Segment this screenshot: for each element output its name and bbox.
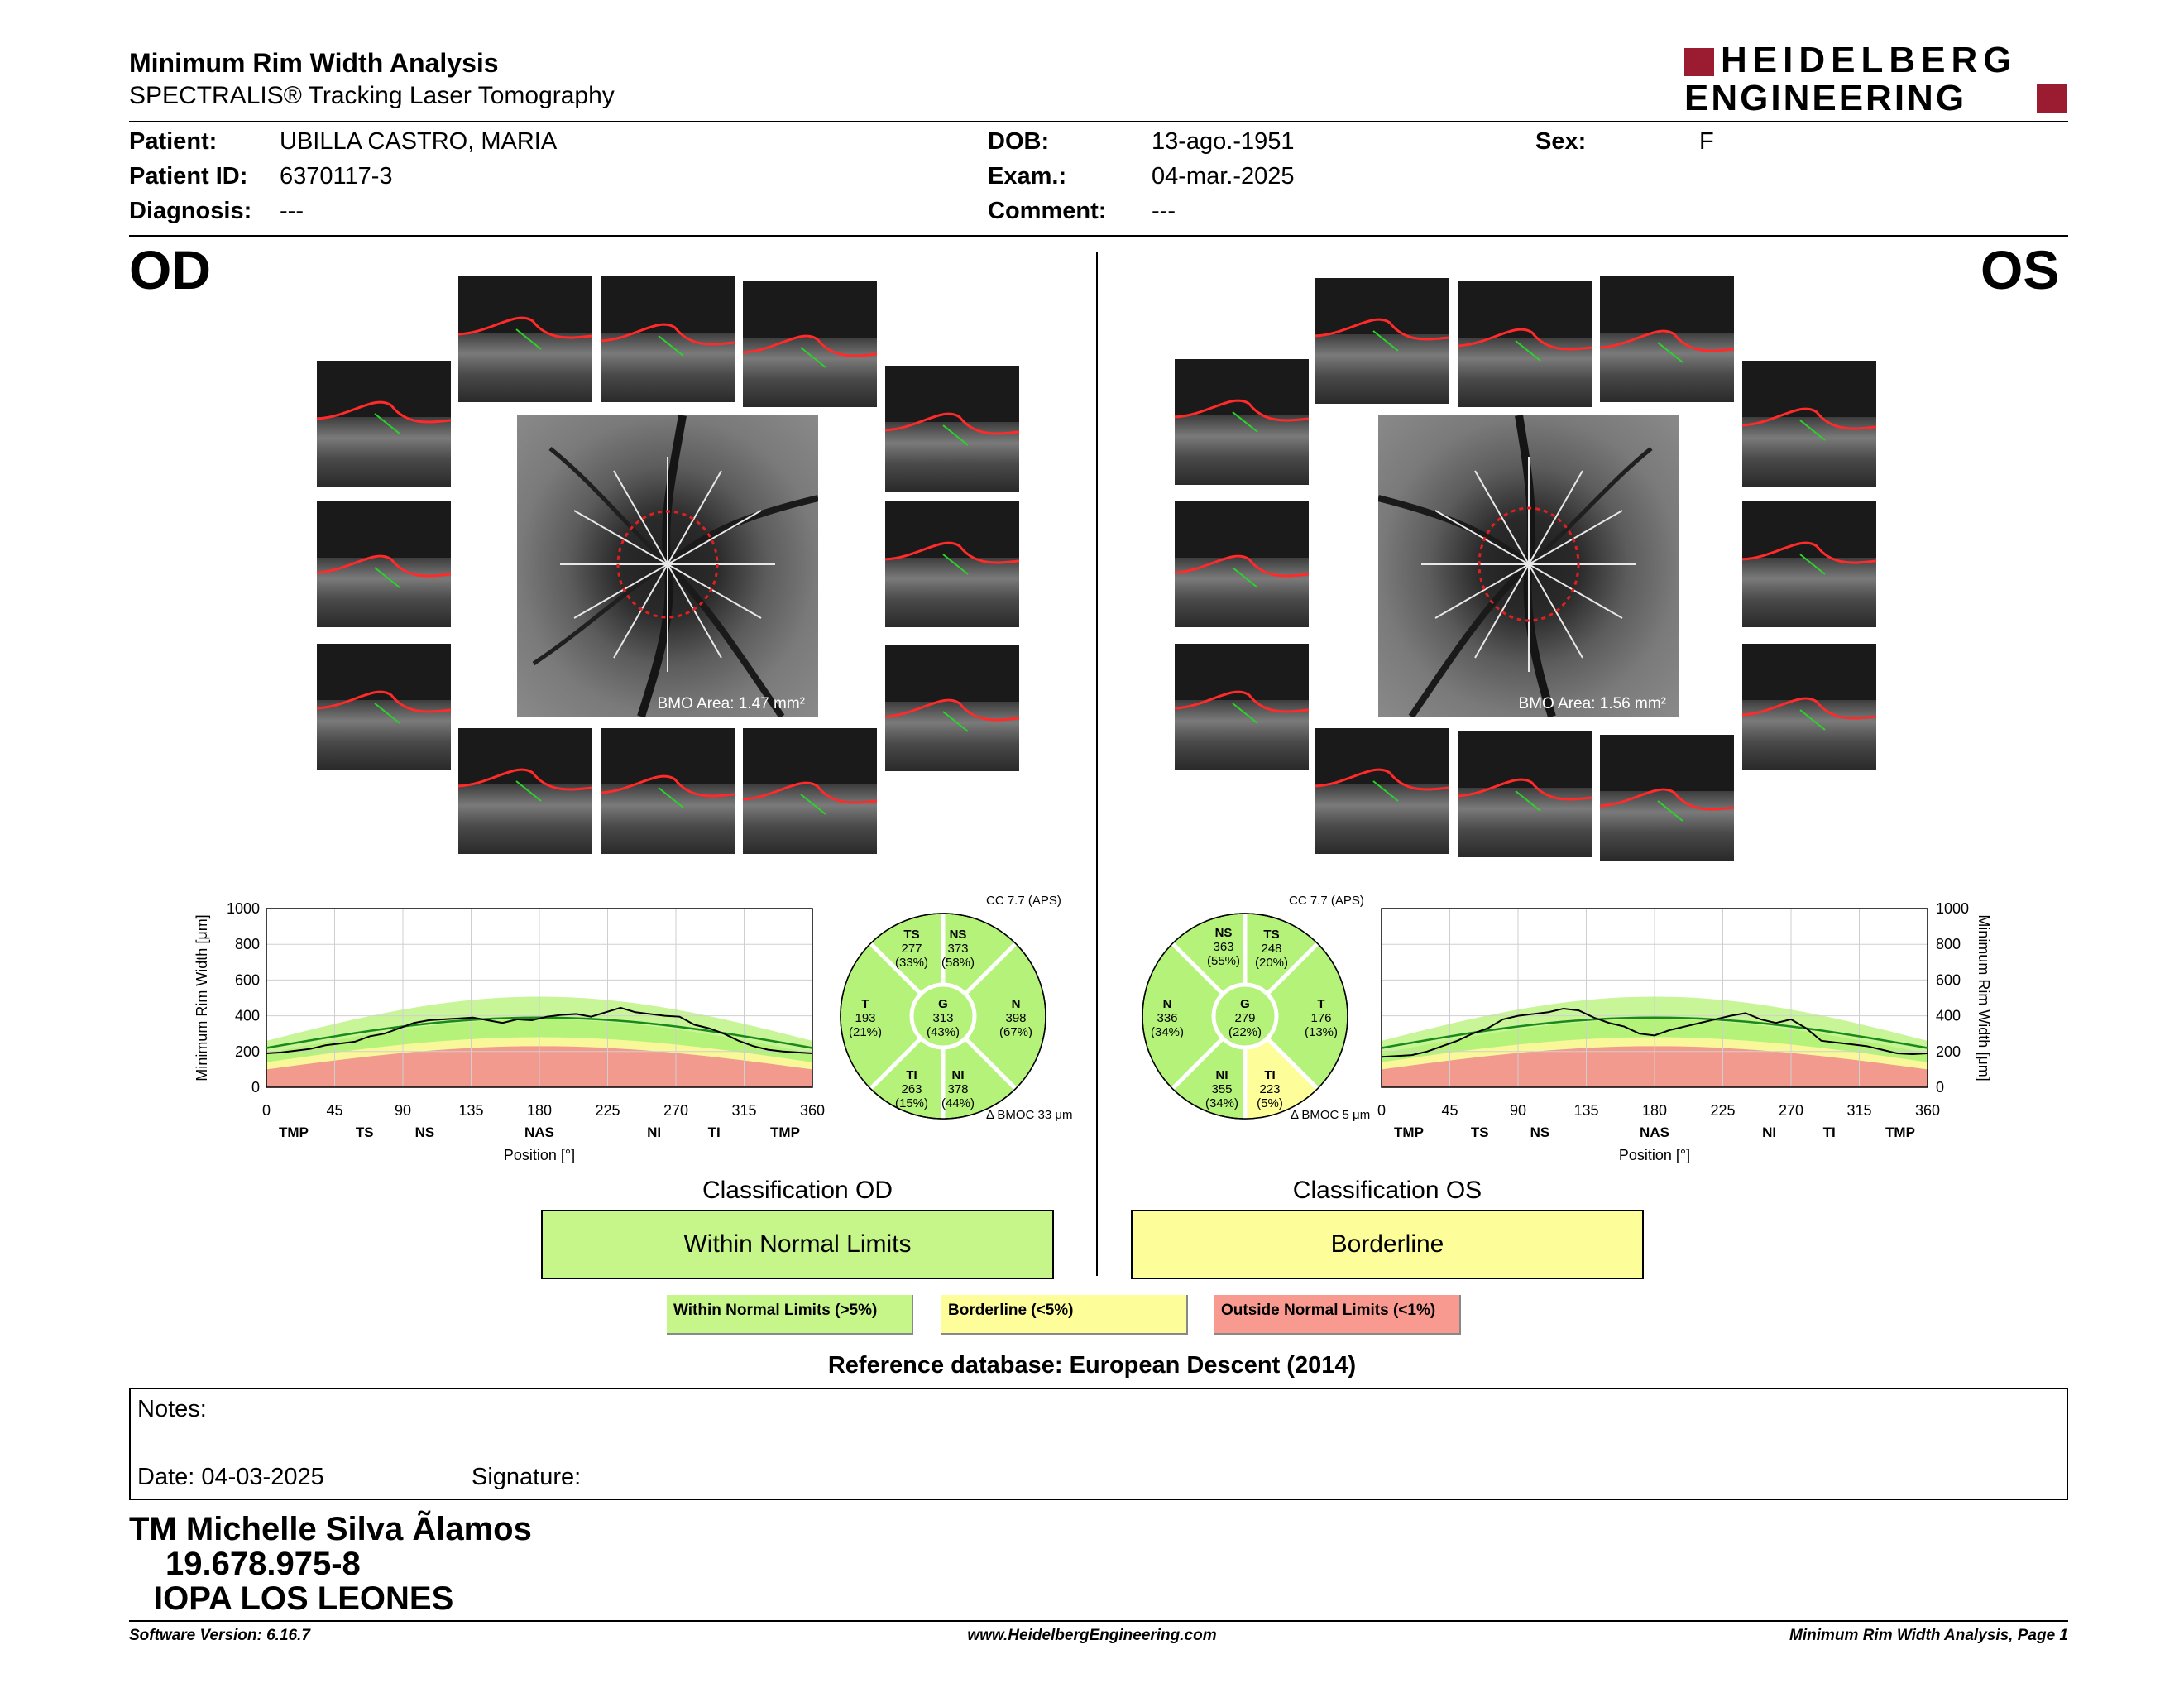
oct-overlay — [885, 645, 1019, 771]
oct-ilm-line — [1742, 698, 1876, 718]
x-tick-label: 225 — [1710, 1102, 1736, 1119]
sector-t-text: (21%) — [848, 1025, 883, 1039]
sector-t-text: 193 — [855, 1011, 876, 1025]
od-delta — [986, 1108, 1073, 1122]
os-mrw-chart — [1357, 894, 2010, 1175]
oct-ilm-line — [1600, 789, 1734, 809]
sector-ts-text: 248 — [1261, 942, 1282, 956]
exam-label: Exam.: — [988, 163, 1067, 189]
x-tick-label: 135 — [1573, 1102, 1599, 1119]
signature-name: TM Michelle Silva Ãlamos — [129, 1511, 532, 1547]
oct-overlay — [1175, 501, 1309, 627]
sector-ti-text: (5%) — [1257, 1096, 1283, 1110]
od-oct-scan-9 — [885, 645, 1019, 771]
x-tick-label: 360 — [799, 1102, 826, 1119]
os-oct-scan-8 — [1175, 644, 1309, 770]
logo-line1: HEIDELBERG — [1721, 40, 2018, 80]
oct-mrw-line — [1233, 568, 1257, 587]
notes-box — [129, 1388, 2068, 1500]
x-tick-label: 315 — [731, 1102, 757, 1119]
oct-overlay — [601, 276, 735, 402]
oct-overlay — [885, 501, 1019, 627]
oct-mrw-line — [659, 788, 683, 808]
x-tick-label: 135 — [458, 1102, 484, 1119]
sector-t-text: T — [861, 997, 869, 1011]
od-bmo-area: BMO Area: 1.47 mm² — [657, 695, 805, 712]
x-tick-label: 45 — [326, 1102, 343, 1119]
oct-ilm-line — [1742, 543, 1876, 563]
oct-mrw-line — [943, 712, 968, 731]
oct-ilm-line — [458, 770, 592, 789]
oct-ilm-line — [601, 776, 735, 796]
footer-divider — [129, 1620, 2068, 1622]
region-label: TMP — [1885, 1125, 1915, 1140]
os-oct-scan-1 — [1315, 278, 1449, 404]
x-tick-label: 225 — [595, 1102, 620, 1119]
od-classification-title: Classification OD — [702, 1177, 893, 1204]
os-oct-scan-9 — [1742, 644, 1876, 770]
sector-g-text: (43%) — [926, 1025, 960, 1039]
dob-value: 13-ago.-1951 — [1152, 128, 1295, 155]
od-oct-scan-10 — [458, 728, 592, 854]
oct-overlay — [1458, 731, 1592, 857]
oct-mrw-line — [659, 336, 683, 356]
oct-ilm-line — [1175, 692, 1309, 712]
oct-overlay — [458, 728, 592, 854]
x-tick-label: 45 — [1441, 1102, 1458, 1119]
region-label: TI — [1822, 1125, 1836, 1140]
sector-ni-text: NI — [1215, 1068, 1228, 1082]
sector-g-text: G — [938, 997, 948, 1011]
sector-g-text: 279 — [1234, 1011, 1256, 1025]
oct-ilm-line — [458, 318, 592, 338]
sector-g-text: 313 — [932, 1011, 954, 1025]
oct-ilm-line — [317, 556, 451, 576]
sector-ni-text: (44%) — [941, 1096, 975, 1110]
sector-ti-text: TI — [1264, 1068, 1276, 1082]
sector-ni-text: (34%) — [1205, 1096, 1239, 1110]
y-tick-label: 600 — [234, 971, 260, 989]
y-axis-label: Minimum Rim Width [μm] — [1976, 914, 1992, 1081]
od-oct-scan-3 — [743, 281, 877, 407]
y-tick-label: 600 — [1936, 971, 1961, 989]
sector-ns-text: 373 — [947, 942, 969, 956]
os-classification-title: Classification OS — [1292, 1177, 1482, 1204]
oct-ilm-line — [743, 336, 877, 356]
y-tick-label: 400 — [1936, 1007, 1961, 1024]
sector-n-text: (34%) — [1150, 1025, 1185, 1039]
oct-mrw-line — [1658, 343, 1683, 362]
od-oct-scan-1 — [458, 276, 592, 402]
oct-overlay — [317, 501, 451, 627]
sector-ni-text: 355 — [1211, 1082, 1233, 1096]
y-tick-label: 800 — [1936, 936, 1961, 953]
od-oct-scan-12 — [743, 728, 877, 854]
sector-n-text: (67%) — [999, 1025, 1033, 1039]
od-oct-scan-5 — [885, 366, 1019, 492]
sex-label: Sex: — [1535, 128, 1587, 155]
footer-website[interactable]: www.HeidelbergEngineering.com — [967, 1627, 1217, 1644]
notes-date: Date: 04-03-2025 — [137, 1464, 324, 1490]
y-tick-label: 1000 — [1936, 900, 1970, 917]
os-oct-scan-5 — [1742, 361, 1876, 487]
oct-mrw-line — [375, 414, 400, 434]
patient-value: UBILLA CASTRO, MARIA — [280, 128, 558, 155]
region-label: NAS — [524, 1125, 554, 1140]
oct-overlay — [1458, 281, 1592, 407]
x-axis-label: Position [°] — [503, 1147, 576, 1163]
y-tick-label: 200 — [1936, 1043, 1961, 1060]
oct-overlay — [743, 728, 877, 854]
od-oct-scan-8 — [317, 644, 451, 770]
os-fundus-image — [1378, 415, 1679, 717]
od-fundus-overlay — [517, 415, 818, 717]
oct-mrw-line — [1516, 791, 1540, 811]
oct-mrw-line — [1233, 412, 1257, 432]
os-oct-scan-12 — [1600, 735, 1734, 861]
exam-value: 04-mar.-2025 — [1152, 163, 1295, 189]
sector-ti-text: TI — [906, 1068, 917, 1082]
x-tick-label: 90 — [394, 1102, 412, 1119]
oct-overlay — [317, 644, 451, 770]
x-tick-label: 0 — [261, 1102, 271, 1119]
oct-overlay — [317, 361, 451, 487]
oct-mrw-line — [1233, 703, 1257, 723]
os-classification-box: Borderline — [1131, 1210, 1644, 1279]
footer-version: Software Version: 6.16.7 — [129, 1627, 310, 1644]
oct-overlay — [1175, 359, 1309, 485]
patient-label: Patient: — [129, 128, 218, 155]
sector-n-text: 398 — [1005, 1011, 1027, 1025]
logo-square-top — [1684, 48, 1714, 76]
os-delta — [1291, 1108, 1370, 1122]
oct-mrw-line — [801, 794, 826, 814]
sector-n-text: N — [1162, 997, 1172, 1011]
oct-ilm-line — [885, 700, 1019, 720]
header-divider — [129, 121, 2068, 122]
reference-database: Reference database: European Descent (2014) — [827, 1352, 1357, 1379]
legend-outside-normal: Outside Normal Limits (<1%) — [1214, 1295, 1461, 1335]
sector-g-text: G — [1240, 997, 1250, 1011]
region-label: TMP — [770, 1125, 800, 1140]
oct-ilm-line — [1315, 770, 1449, 789]
od-oct-scan-2 — [601, 276, 735, 402]
signature-institution: IOPA LOS LEONES — [154, 1580, 454, 1617]
oct-overlay — [1600, 276, 1734, 402]
y-tick-label: 800 — [234, 936, 260, 953]
x-tick-label: 180 — [526, 1102, 553, 1119]
x-axis-label: Position [°] — [1618, 1147, 1691, 1163]
info-divider — [129, 235, 2068, 237]
oct-mrw-line — [943, 554, 968, 574]
oct-mrw-line — [375, 703, 400, 723]
report-title: Minimum Rim Width Analysis — [129, 48, 499, 78]
x-tick-label: 270 — [663, 1102, 689, 1119]
x-tick-label: 360 — [1914, 1102, 1941, 1119]
os-oct-scan-3 — [1600, 276, 1734, 402]
y-tick-label: 200 — [234, 1043, 260, 1060]
sector-ti-text: 223 — [1259, 1082, 1281, 1096]
os-oct-scan-6 — [1175, 501, 1309, 627]
oct-ilm-line — [743, 783, 877, 803]
region-label: NAS — [1640, 1125, 1669, 1140]
sector-t-text: 176 — [1310, 1011, 1332, 1025]
region-label: NS — [414, 1125, 435, 1140]
os-oct-scan-11 — [1458, 731, 1592, 857]
oct-ilm-line — [885, 414, 1019, 434]
y-tick-label: 0 — [251, 1079, 260, 1096]
region-label: TI — [707, 1125, 721, 1140]
sector-ni-text: 378 — [947, 1082, 969, 1096]
oct-ilm-line — [1175, 400, 1309, 420]
delta-icon: Δ — [986, 1108, 994, 1122]
os-oct-scan-4 — [1175, 359, 1309, 485]
heidelberg-logo — [1684, 40, 2068, 118]
x-tick-label: 315 — [1846, 1102, 1872, 1119]
x-tick-label: 90 — [1509, 1102, 1527, 1119]
sector-ti-text: 263 — [901, 1082, 922, 1096]
od-oct-scan-11 — [601, 728, 735, 854]
diagnosis-value: --- — [280, 198, 304, 224]
oct-overlay — [1742, 361, 1876, 487]
logo-square-bottom — [2037, 84, 2067, 113]
region-label: TMP — [1394, 1125, 1424, 1140]
sector-t-text: T — [1317, 997, 1325, 1011]
sector-t-text: (13%) — [1304, 1025, 1339, 1039]
signature-id: 19.678.975-8 — [165, 1546, 361, 1582]
oct-mrw-line — [1373, 331, 1398, 351]
oct-ilm-line — [1600, 331, 1734, 351]
footer-page: Minimum Rim Width Analysis, Page 1 — [1789, 1627, 2068, 1644]
oct-overlay — [1315, 728, 1449, 854]
od-classification-box: Within Normal Limits — [541, 1210, 1054, 1279]
sector-ns-text: NS — [1214, 926, 1233, 940]
report-subtitle: SPECTRALIS® Tracking Laser Tomography — [129, 82, 615, 109]
y-axis-label: Minimum Rim Width [μm] — [194, 914, 210, 1081]
oct-overlay — [1742, 501, 1876, 627]
oct-ilm-line — [1742, 409, 1876, 429]
sector-ns-text: NS — [949, 928, 967, 942]
od-oct-scan-6 — [317, 501, 451, 627]
eye-divider — [1096, 252, 1098, 1276]
os-sector-wheel — [1138, 909, 1353, 1124]
oct-overlay — [458, 276, 592, 402]
od-mrw-chart — [190, 894, 827, 1175]
od-label: OD — [129, 239, 211, 300]
region-label: TS — [1470, 1125, 1489, 1140]
oct-mrw-line — [1658, 801, 1683, 821]
comment-value: --- — [1152, 198, 1176, 224]
oct-overlay — [1175, 644, 1309, 770]
sector-ti-text: (15%) — [894, 1096, 929, 1110]
legend-borderline: Borderline (<5%) — [941, 1295, 1188, 1335]
oct-mrw-line — [943, 425, 968, 445]
oct-mrw-line — [801, 348, 826, 367]
patient-id-label: Patient ID: — [129, 163, 248, 189]
os-label: OS — [1980, 239, 2060, 300]
os-bmo-area: BMO Area: 1.56 mm² — [1518, 695, 1666, 712]
oct-overlay — [1315, 278, 1449, 404]
oct-mrw-line — [1373, 781, 1398, 801]
os-delta-value: BMOC 5 μm — [1301, 1108, 1371, 1122]
region-label: NS — [1530, 1125, 1550, 1140]
oct-ilm-line — [885, 543, 1019, 563]
oct-mrw-line — [375, 568, 400, 587]
sex-value: F — [1699, 128, 1714, 155]
region-label: TS — [355, 1125, 374, 1140]
comment-label: Comment: — [988, 198, 1107, 224]
x-tick-label: 180 — [1641, 1102, 1668, 1119]
delta-icon: Δ — [1291, 1108, 1299, 1122]
od-fundus-image — [517, 415, 818, 717]
x-tick-label: 270 — [1778, 1102, 1804, 1119]
os-oct-scan-2 — [1458, 281, 1592, 407]
os-oct-scan-7 — [1742, 501, 1876, 627]
logo-line2: ENGINEERING — [1684, 78, 1967, 118]
y-tick-label: 1000 — [226, 900, 260, 917]
sector-ni-text: NI — [951, 1068, 965, 1082]
oct-overlay — [743, 281, 877, 407]
y-tick-label: 400 — [234, 1007, 260, 1024]
od-delta-value: BMOC 33 μm — [997, 1108, 1073, 1122]
oct-ilm-line — [601, 324, 735, 344]
oct-ilm-line — [317, 692, 451, 712]
diagnosis-label: Diagnosis: — [129, 198, 252, 224]
sector-ts-text: TS — [903, 928, 920, 942]
sector-ns-text: (55%) — [1206, 954, 1241, 968]
oct-mrw-line — [1516, 341, 1540, 361]
od-oct-scan-4 — [317, 361, 451, 487]
oct-mrw-line — [1800, 554, 1825, 574]
patient-id-value: 6370117-3 — [280, 163, 393, 189]
notes-label: Notes: — [137, 1396, 207, 1422]
oct-ilm-line — [1175, 556, 1309, 576]
sector-ts-text: (33%) — [894, 956, 929, 970]
oct-overlay — [1742, 644, 1876, 770]
oct-mrw-line — [1800, 420, 1825, 440]
x-tick-label: 0 — [1377, 1102, 1387, 1119]
oct-mrw-line — [516, 329, 541, 349]
notes-signature: Signature: — [472, 1464, 582, 1490]
oct-ilm-line — [1315, 319, 1449, 339]
oct-mrw-line — [1800, 710, 1825, 730]
oct-overlay — [601, 728, 735, 854]
sector-n-text: N — [1011, 997, 1021, 1011]
y-tick-label: 0 — [1936, 1079, 1945, 1096]
oct-overlay — [1600, 735, 1734, 861]
od-cc: CC 7.7 (APS) — [986, 894, 1061, 908]
oct-overlay — [885, 366, 1019, 492]
os-oct-scan-10 — [1315, 728, 1449, 854]
od-oct-scan-7 — [885, 501, 1019, 627]
dob-label: DOB: — [988, 128, 1050, 155]
od-sector-wheel — [836, 909, 1051, 1124]
os-cc: CC 7.7 (APS) — [1289, 894, 1364, 908]
oct-mrw-line — [516, 781, 541, 801]
oct-ilm-line — [317, 402, 451, 422]
sector-ts-text: (20%) — [1254, 956, 1289, 970]
region-label: NI — [647, 1125, 662, 1140]
sector-ns-text: (58%) — [941, 956, 975, 970]
sector-ts-text: 277 — [901, 942, 922, 956]
oct-ilm-line — [1458, 329, 1592, 349]
oct-ilm-line — [1458, 779, 1592, 799]
legend-within-normal: Within Normal Limits (>5%) — [667, 1295, 913, 1335]
sector-n-text: 336 — [1157, 1011, 1178, 1025]
sector-ts-text: TS — [1263, 928, 1280, 942]
sector-g-text: (22%) — [1228, 1025, 1262, 1039]
region-label: NI — [1762, 1125, 1777, 1140]
sector-ns-text: 363 — [1213, 940, 1234, 954]
region-label: TMP — [279, 1125, 309, 1140]
os-fundus-overlay — [1378, 415, 1679, 717]
